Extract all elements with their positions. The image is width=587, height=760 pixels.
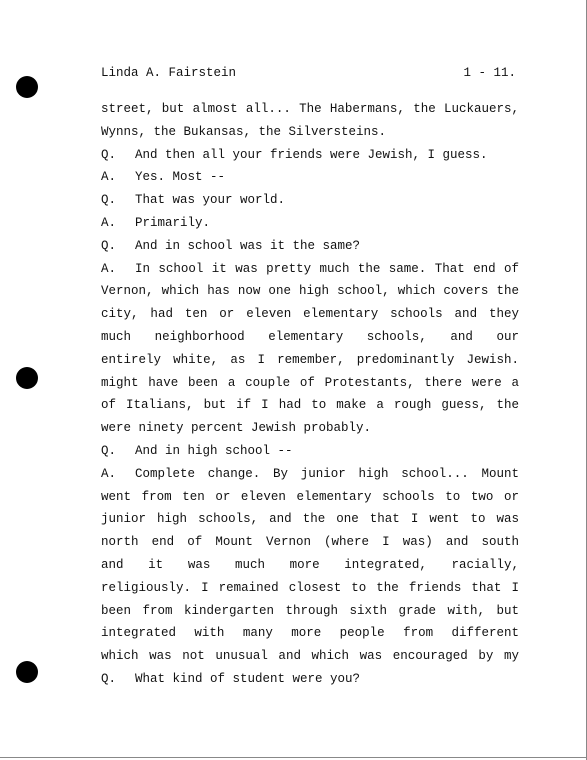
line-text: north end of Mount Vernon (where I was) and south [101, 535, 519, 550]
transcript-line [101, 98, 519, 121]
transcript-line [101, 622, 519, 645]
transcript-line [101, 349, 519, 372]
line-text: What kind of student were you? [135, 671, 361, 686]
transcript-line [101, 577, 519, 600]
page-header [101, 66, 516, 84]
speaker-label: Q. [101, 147, 117, 162]
line-text: of Italians, but if I had to make a rough guess, the [101, 398, 519, 413]
transcript-line [101, 280, 519, 303]
transcript-line [101, 212, 519, 235]
transcript-line [101, 144, 519, 167]
transcript-line [101, 554, 519, 577]
transcript-line [101, 645, 519, 668]
line-text: And in school was it the same? [135, 238, 361, 253]
punch-hole-top [16, 76, 38, 98]
line-text: been from kindergarten through sixth grade with, but [101, 603, 519, 618]
transcript-line [101, 463, 519, 486]
speaker-label: Q. [101, 443, 117, 458]
line-text: Primarily. [135, 215, 211, 230]
speaker-label: A. [101, 261, 117, 276]
line-text: entirely white, as I remember, predominantly Jewish. [101, 352, 519, 367]
line-text: street, but almost all... The Habermans, the Luckauers, [101, 102, 519, 116]
line-text: Yes. Most -- [135, 170, 226, 185]
line-text: city, had ten or eleven elementary schools and they [101, 307, 519, 322]
line-text: And then all your friends were Jewish, I guess. [135, 147, 488, 162]
line-text: much neighborhood elementary schools, and our [101, 329, 519, 344]
line-text: might have been a couple of Protestants, there were a [101, 375, 519, 390]
speaker-label: A. [101, 466, 117, 481]
transcript-line [101, 326, 519, 349]
transcript-line [101, 166, 519, 189]
transcript-line [101, 417, 519, 440]
transcript-line [101, 531, 519, 554]
speaker-label: A. [101, 170, 117, 185]
line-text: And in high school -- [135, 443, 293, 458]
punch-hole-bottom [16, 661, 38, 683]
line-text: Complete change. By junior high school... Mount [135, 466, 519, 481]
speaker-label: Q. [101, 193, 117, 208]
speaker-label: Q. [101, 671, 117, 686]
transcript-line [101, 600, 519, 623]
line-text: That was your world. [135, 193, 286, 208]
punch-hole-middle [16, 367, 38, 389]
line-text: religiously. I remained closest to the friends that I [101, 580, 519, 595]
page-edge-bottom [0, 757, 587, 758]
speaker-label: Q. [101, 238, 117, 253]
line-text: In school it was pretty much the same. That end of [135, 261, 519, 276]
transcript-line [101, 508, 519, 531]
line-text: integrated with many more people from different [101, 626, 519, 641]
line-text: which was not unusual and which was encouraged by my [101, 649, 519, 664]
page-number: 1 - 11. [463, 66, 516, 80]
transcript-line [101, 440, 519, 463]
line-text: Wynns, the Bukansas, the Silversteins. [101, 124, 387, 139]
line-text: were ninety percent Jewish probably. [101, 421, 372, 436]
transcript-body [101, 98, 519, 691]
line-text: went from ten or eleven elementary schools to two or [101, 489, 519, 504]
transcript-line [101, 372, 519, 395]
transcript-line [101, 189, 519, 212]
transcript-line [101, 303, 519, 326]
transcript-line [101, 121, 519, 144]
transcript-line [101, 394, 519, 417]
line-text: and it was much more integrated, racially, [101, 557, 519, 572]
transcript-line [101, 668, 519, 691]
transcript-line [101, 486, 519, 509]
line-text: junior high schools, and the one that I went to was [101, 512, 519, 527]
interviewee-name: Linda A. Fairstein [101, 66, 237, 80]
transcript-line [101, 235, 519, 258]
transcript-line [101, 258, 519, 281]
speaker-label: A. [101, 215, 117, 230]
line-text: Vernon, which has now one high school, which covers the [101, 284, 519, 299]
